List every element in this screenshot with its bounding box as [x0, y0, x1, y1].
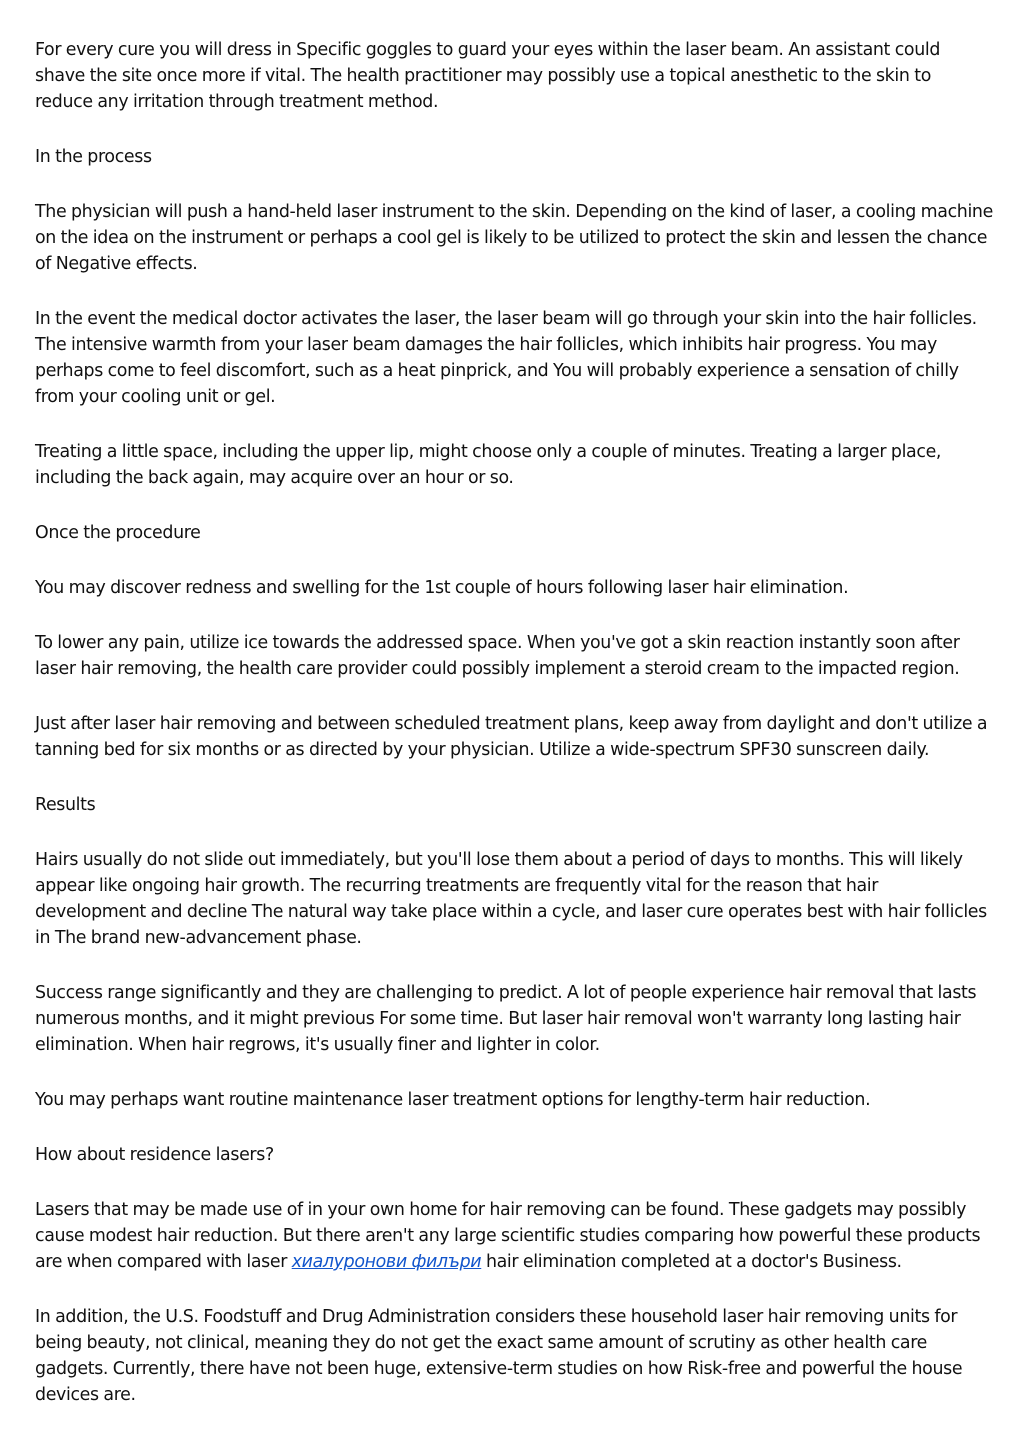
paragraph-laser-instrument: The physician will push a hand-held laser instrument to the skin. Depending on the kind of laser, a cooling machine on the idea on the instrument or perhaps a cool gel is likely to be utilized to protect the skin and lessen the chance of Negative effects.: [35, 202, 993, 274]
paragraph-home-lasers-text-before: Lasers that may be made use of in your own home for hair removing can be found. These gadgets may possibly cause modest hair reduction. But there aren't any large scientific studies comparing how powerful these products are when compared with laser: [35, 1200, 981, 1272]
paragraph-fda-regulation: In addition, the U.S. Foodstuff and Drug Administration considers these household laser hair removing units for being beauty, not clinical, meaning they do not get the exact same amount of scrutiny as other health care gadgets. Currently, there have not been huge, extensive-term studies on how Risk-free and powerful the house devices are.: [35, 1307, 963, 1405]
heading-home-lasers: How about residence lasers?: [35, 1145, 274, 1165]
document-body: [35, 37, 993, 1437]
paragraph-hair-shedding: Hairs usually do not slide out immediately, but you'll lose them about a period of days to months. This will likely appear like ongoing hair growth. The recurring treatments are frequently vital for the reason that hair development and decline The natural way take place within a cycle, and laser cure operates best with hair follicles in The brand new-advancement phase.: [35, 850, 987, 948]
hyaluronic-fillers-link[interactable]: хиалуронови филъри: [291, 1252, 482, 1272]
paragraph-treatment-duration: Treating a little space, including the upper lip, might choose only a couple of minutes. Treating a larger place, including the back again, may acquire over an hour or so.: [35, 442, 942, 488]
paragraph-success-range: Success range significantly and they are challenging to predict. A lot of people experience hair removal that lasts numerous months, and it might previous For some time. But laser hair removal won't warranty long lasting hair elimination. When hair regrows, it's usually finer and lighter in color.: [35, 983, 977, 1055]
paragraph-laser-activation: In the event the medical doctor activates the laser, the laser beam will go through your skin into the hair follicles. The intensive warmth from your laser beam damages the hair follicles, which inhibits hair progress. You may perhaps come to feel discomfort, such as a heat pinprick, and You will probably experience a sensation of chilly from your cooling unit or gel.: [35, 309, 977, 407]
paragraph-redness: You may discover redness and swelling for the 1st couple of hours following laser hair elimination.: [35, 578, 849, 598]
paragraph-home-lasers-text-after: hair elimination completed at a doctor's Business.: [481, 1252, 902, 1272]
paragraph-maintenance: You may perhaps want routine maintenance laser treatment options for lengthy-term hair reduction.: [35, 1090, 871, 1110]
paragraph-pain-relief: To lower any pain, utilize ice towards the addressed space. When you've got a skin reaction instantly soon after laser hair removing, the health care provider could possibly implement a steroid cream to the impacted region.: [35, 633, 960, 679]
paragraph-sun-protection: Just after laser hair removing and between scheduled treatment plans, keep away from daylight and don't utilize a tanning bed for six months or as directed by your physician. Utilize a wide-spectrum SPF30 sunscreen daily.: [35, 714, 988, 760]
heading-results: Results: [35, 795, 96, 815]
heading-during-procedure: In the process: [35, 147, 152, 167]
heading-after-procedure: Once the procedure: [35, 523, 201, 543]
paragraph-home-lasers: [35, 1197, 993, 1275]
paragraph-pre-treatment: For every cure you will dress in Specific goggles to guard your eyes within the laser beam. An assistant could shave the site once more if vital. The health practitioner may possibly use a topical anesthetic to the skin to reduce any irritation through treatment method.: [35, 40, 941, 112]
